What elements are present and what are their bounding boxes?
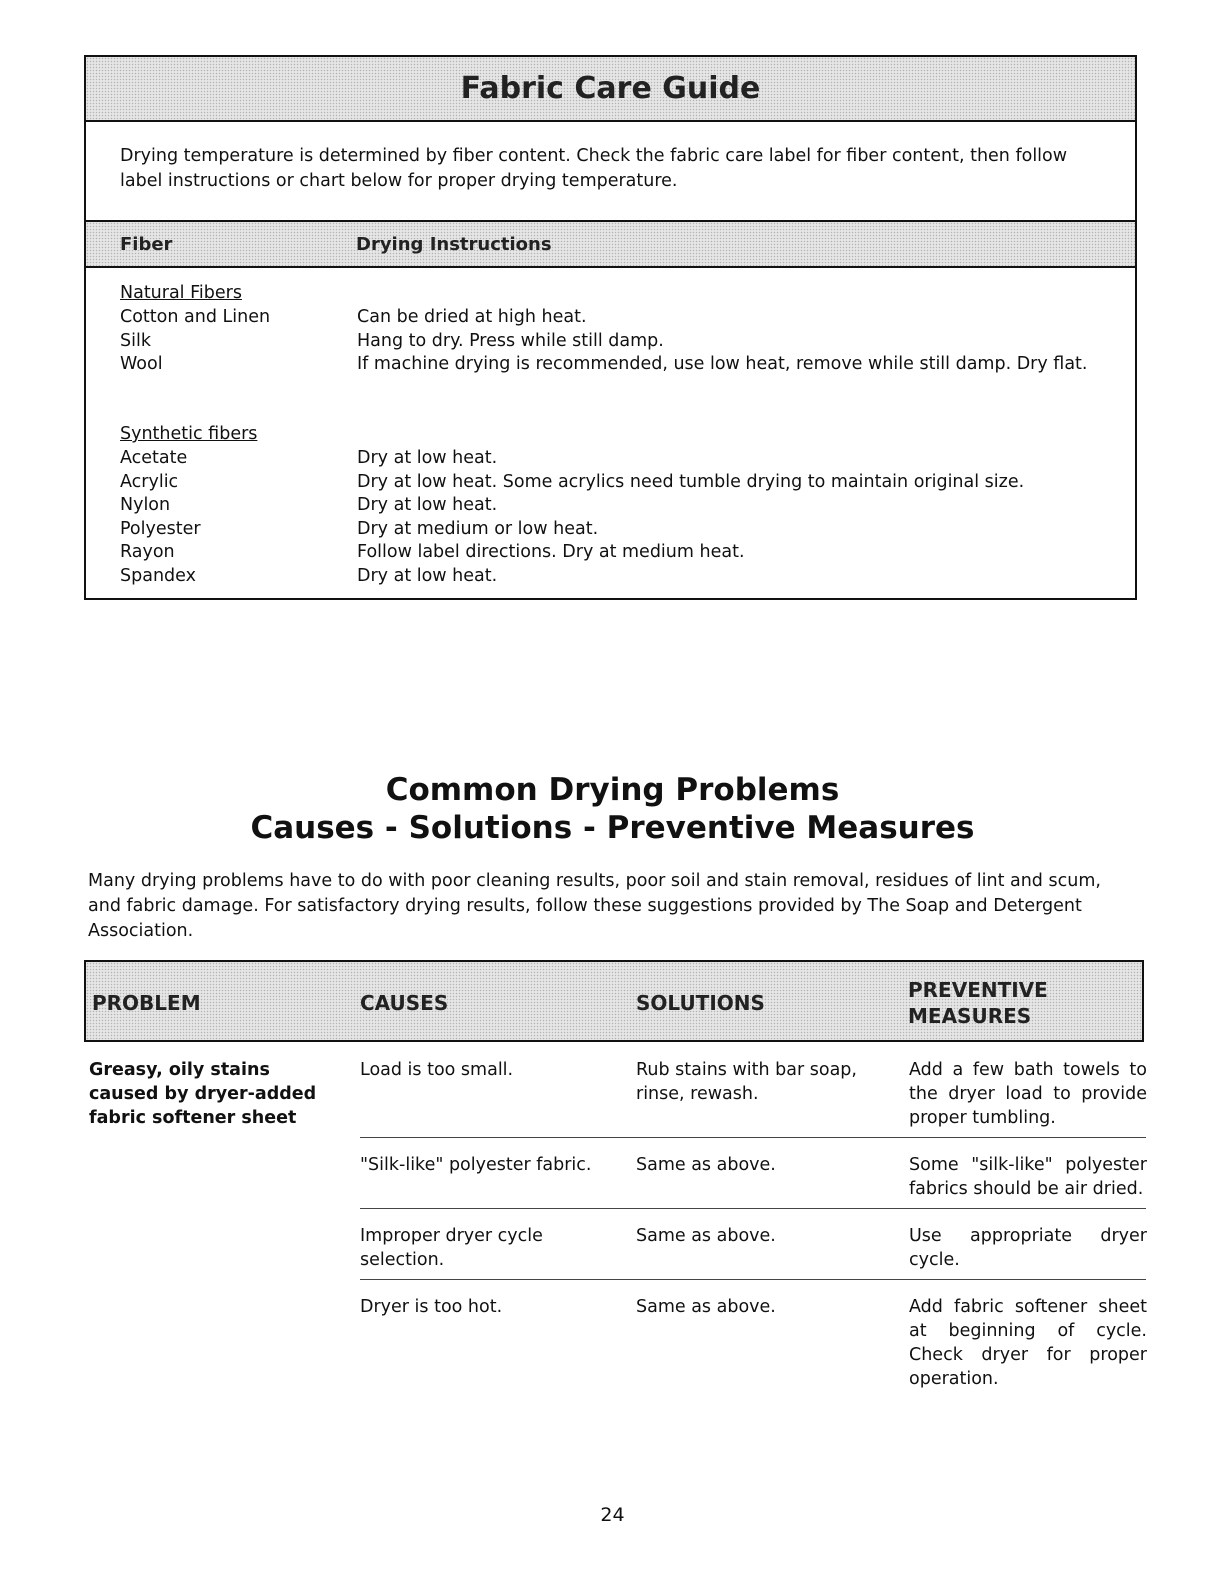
fiber-table-header (86, 220, 1135, 268)
cause-cell: Load is too small. (360, 1060, 514, 1080)
fiber-row (120, 470, 1120, 494)
fiber-name: Wool (120, 354, 163, 375)
column-header-problem: PROBLEM (92, 991, 201, 1015)
cause-cell: "Silk-like" polyester fabric. (360, 1155, 592, 1175)
column-header-drying-instructions: Drying Instructions (356, 234, 552, 255)
fiber-instruction: Dry at medium or low heat. (357, 518, 599, 539)
fiber-instruction: Dry at low heat. (357, 448, 498, 468)
fiber-name: Cotton and Linen (120, 307, 271, 327)
fiber-name: Acetate (120, 448, 188, 468)
fiber-row (120, 493, 1120, 517)
fiber-row (120, 329, 1120, 353)
column-header-preventive-measures: PREVENTIVE MEASURES (908, 978, 1048, 1028)
fabric-care-intro: Drying temperature is determined by fiber content. Check the fabric care label for fiber content, then follow label instructions or chart below for proper drying temperature. (120, 146, 1068, 191)
fiber-row (120, 540, 1120, 564)
fiber-instruction: Hang to dry. Press while still damp. (357, 330, 664, 351)
fiber-name: Spandex (120, 565, 196, 586)
solution-cell: Same as above. (636, 1297, 776, 1317)
fiber-instruction: Dry at low heat. Some acrylics need tumble drying to maintain original size. (357, 471, 1025, 492)
solution-cell: Same as above. (636, 1226, 776, 1246)
fiber-name: Polyester (120, 518, 201, 539)
fiber-instruction: Can be dried at high heat. (357, 307, 587, 327)
problems-table-header (84, 960, 1144, 1042)
row-divider (360, 1137, 1146, 1138)
fiber-group-label: Natural Fibers (120, 283, 242, 303)
preventive-cell: Add a few bath towels to the dryer load to provide proper tumbling. (909, 1060, 1147, 1128)
fiber-instruction: Follow label directions. Dry at medium heat. (357, 542, 745, 563)
fiber-name: Nylon (120, 495, 171, 516)
fiber-group-label: Synthetic fibers (120, 424, 258, 444)
fiber-row (120, 305, 1120, 329)
fiber-name: Rayon (120, 542, 175, 563)
fiber-instruction: Dry at low heat. (357, 495, 498, 516)
preventive-cell: Add fabric softener sheet at beginning of cycle. Check dryer for proper operation. (909, 1297, 1147, 1389)
drying-problems-intro: Many drying problems have to do with poor cleaning results, poor soil and stain removal, residues of lint and scum, and fabric damage. For satisfactory drying results, follow these suggestions provided by The Soap and Detergent Association. (88, 871, 1101, 941)
column-header-fiber: Fiber (120, 234, 173, 255)
drying-problems-subtitle: Causes - Solutions - Preventive Measures (250, 810, 975, 846)
cause-cell: Dryer is too hot. (360, 1297, 503, 1317)
fiber-row (120, 446, 1120, 470)
fabric-care-title: Fabric Care Guide (460, 71, 761, 106)
row-divider (360, 1208, 1146, 1209)
drying-problems-title: Common Drying Problems (385, 772, 840, 808)
fiber-row (120, 564, 1120, 588)
fiber-group-synthetic (120, 422, 1120, 588)
fiber-instruction: If machine drying is recommended, use low heat, remove while still damp. Dry flat. (357, 354, 1088, 375)
fiber-group-natural (120, 281, 1120, 376)
fiber-instruction: Dry at low heat. (357, 565, 498, 586)
column-header-solutions: SOLUTIONS (636, 991, 765, 1015)
page-number: 24 (600, 1504, 625, 1526)
fiber-name: Silk (120, 330, 151, 351)
row-divider (360, 1279, 1146, 1280)
fiber-name: Acrylic (120, 471, 179, 492)
fabric-care-title-bar (86, 57, 1135, 122)
preventive-cell: Some "silk-like" polyester fabrics should be air dried. (909, 1155, 1147, 1199)
cause-cell: Improper dryer cycle selection. (360, 1226, 543, 1270)
solution-cell: Same as above. (636, 1155, 776, 1175)
fabric-care-guide-box (84, 55, 1137, 600)
fiber-row (120, 517, 1120, 541)
solution-cell: Rub stains with bar soap, rinse, rewash. (636, 1060, 857, 1104)
preventive-cell: Use appropriate dryer cycle. (909, 1226, 1147, 1270)
problem-name: Greasy, oily stains caused by dryer-added fabric softener sheet (89, 1060, 317, 1128)
fiber-row (120, 352, 1120, 376)
column-header-causes: CAUSES (360, 991, 449, 1015)
